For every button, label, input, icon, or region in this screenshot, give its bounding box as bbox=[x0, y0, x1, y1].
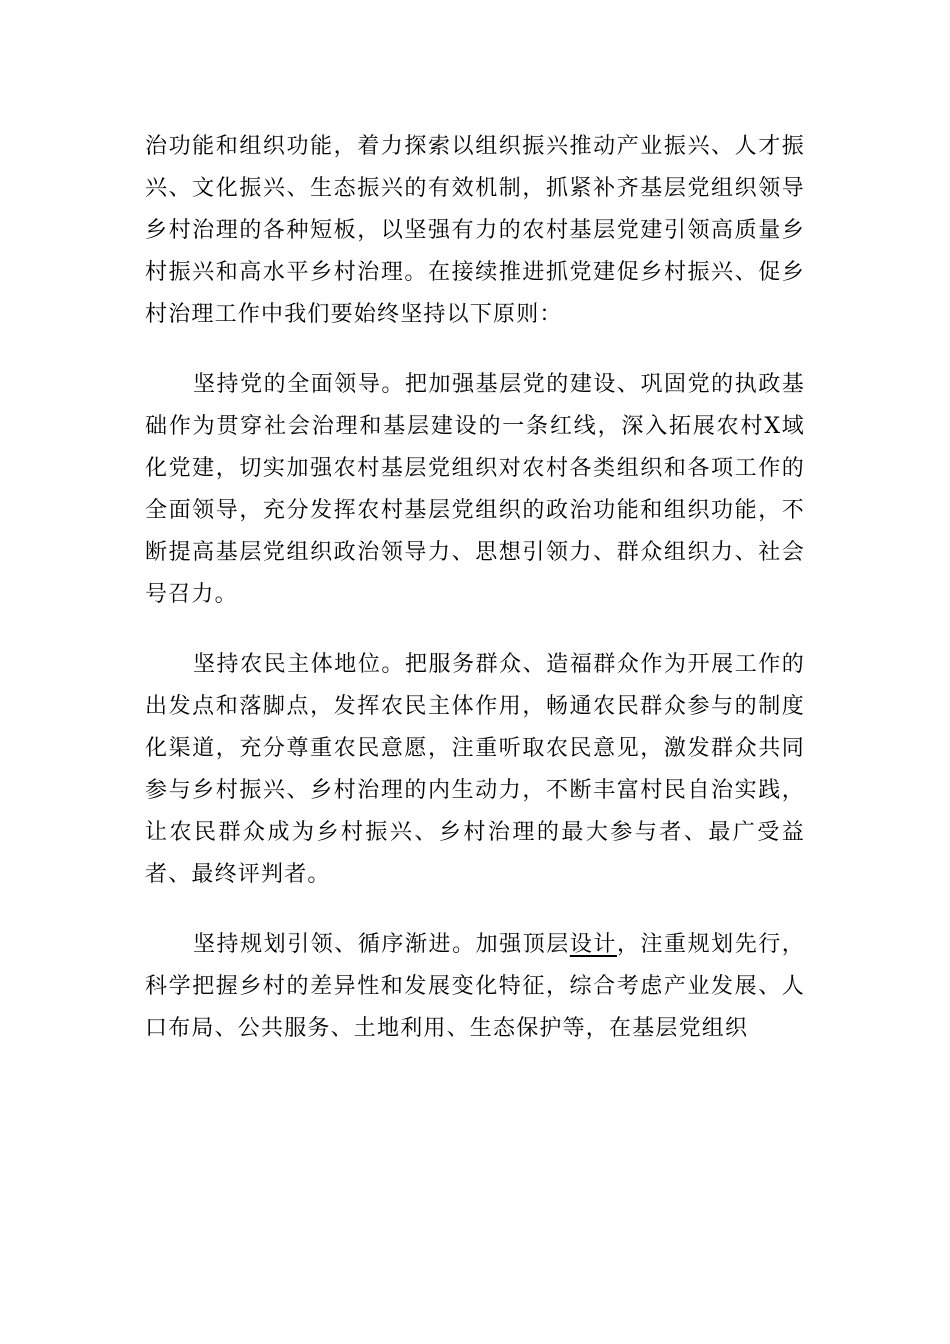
underlined-term-design: 设计 bbox=[569, 932, 617, 957]
paragraph-farmer-subject: 坚持农民主体地位。把服务群众、造福群众作为开展工作的出发点和落脚点，发挥农民主体作用，畅通农民群众参与的制度化渠道，充分尊重农民意愿，注重听取农民意见，激发群众共同参与乡村振兴、乡村治理的内生动力，不断丰富村民自治实践，让农民群众成为乡村振兴、乡村治理的最大参与者、最广受益者、最终评判者。 bbox=[145, 652, 805, 887]
paragraph-text-after: ，注重规划先行，科学把握乡村的差异性和发展变化特征，综合考虑产业发展、人口布局、公共服务、土地利用、生态保护等，在基层党组织 bbox=[145, 932, 805, 1041]
paragraph-party-leadership: 坚持党的全面领导。把加强基层党的建设、巩固党的执政基础作为贯穿社会治理和基层建设的一条红线，深入拓展农村X域化党建，切实加强农村基层党组织对农村各类组织和各项工作的全面领导，充分发挥农村基层党组织的政治功能和组织功能，不断提高基层党组织政治领导力、思想引领力、群众组织力、社会号召力。 bbox=[145, 372, 805, 607]
paragraph-text-before: 坚持规划引领、循序渐进。加强顶层 bbox=[193, 932, 570, 957]
document-body bbox=[145, 126, 805, 1078]
paragraph-planning-guidance bbox=[145, 924, 805, 1050]
paragraph-continuation: 治功能和组织功能，着力探索以组织振兴推动产业振兴、人才振兴、文化振兴、生态振兴的有效机制，抓紧补齐基层党组织领导乡村治理的各种短板，以坚强有力的农村基层党建引领高质量乡村振兴和高水平乡村治理。在接续推进抓党建促乡村振兴、促乡村治理工作中我们要始终坚持以下原则： bbox=[145, 134, 805, 327]
